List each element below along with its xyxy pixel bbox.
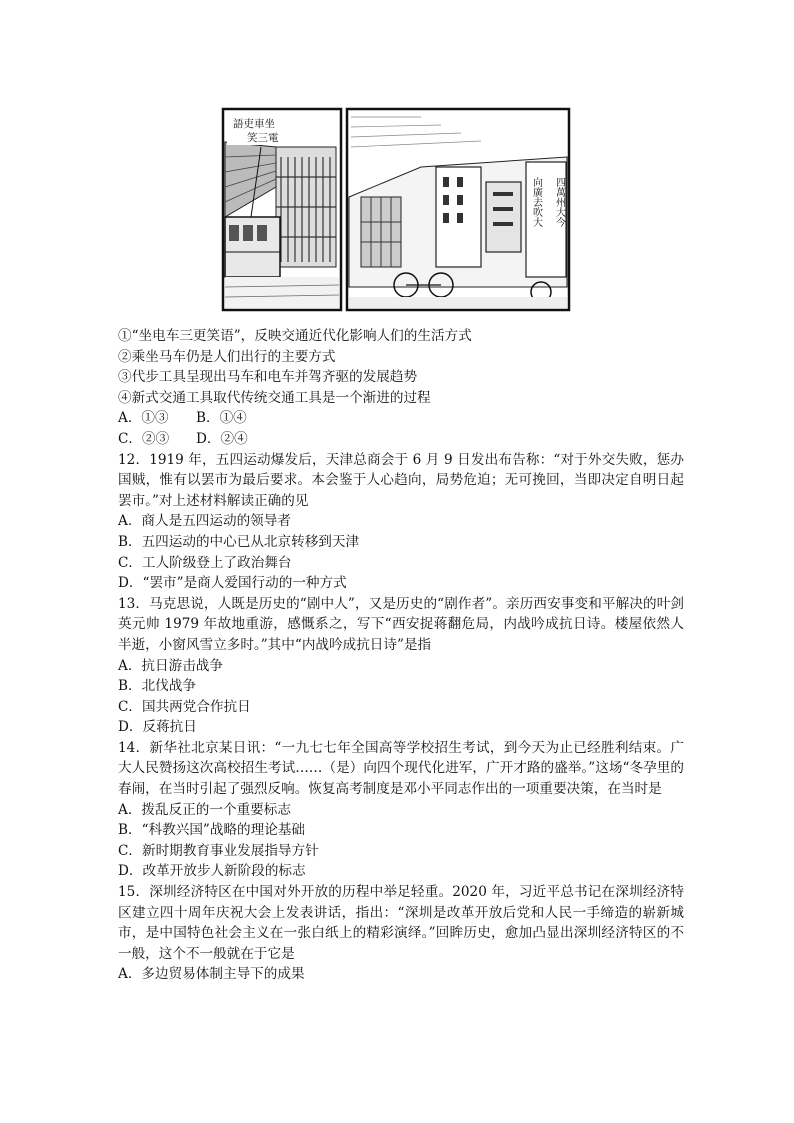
- q12-option-b[interactable]: B．五四运动的中心已从北京转移到天津: [118, 533, 360, 550]
- q11-statement-3: ③代步工具呈现出马车和电车并驾齐驱的发展趋势: [118, 369, 418, 386]
- q13-option-c[interactable]: C．国共两党合作抗日: [118, 698, 251, 715]
- left-caption-line1: 語吏車坐: [233, 118, 275, 130]
- q12-option-a[interactable]: A．商人是五四运动的领导者: [118, 513, 291, 530]
- exam-questions: [118, 326, 684, 985]
- q11-option-b[interactable]: B．①④: [196, 410, 247, 427]
- q11-option-a[interactable]: A．①③: [118, 410, 169, 427]
- right-panel-street-scene: [347, 109, 569, 310]
- q14-option-b[interactable]: B．“科教兴国”战略的理论基础: [118, 822, 306, 839]
- q12-option-c[interactable]: C．工人阶级登上了政治舞台: [118, 554, 292, 571]
- q14-option-c[interactable]: C．新时期教育事业发展指导方针: [118, 842, 319, 859]
- left-caption-line2: 笑三電: [247, 132, 279, 144]
- q11-option-c[interactable]: C．②③: [118, 430, 170, 447]
- q14-stem: 14．新华社北京某日讯：“一九七七年全国高等学校招生考试，到今天为止已经胜利结束。广大人民赞扬这次高校招生考试……（是）向四个现代化进军，广开才路的盛举。”这场“冬孕里的春闹，在当时引起了强烈反响。恢复高考制度是邓小平同志作出的一项重要决策，在当时是: [118, 739, 684, 798]
- poster-sign-2: 向廣去吹大: [530, 177, 542, 227]
- tram-era-illustration: [221, 107, 571, 312]
- q11-statement-2: ②乘坐马车仍是人们出行的主要方式: [118, 348, 336, 365]
- q13-option-b[interactable]: B．北伐战争: [118, 678, 196, 695]
- q12-stem: 12．1919 年，五四运动爆发后，天津总商会于 6 月 9 日发出布告称：“对于外交失败，惩办国贼，惟有以罢市为最后要求。本会鉴于人心趋向，局势危迫；无可挽回，当即决定自明日起罢市。”对上述材料解读正确的见: [118, 451, 684, 509]
- q14-option-d[interactable]: D．改革开放步人新阶段的标志: [118, 863, 306, 880]
- q12-option-d[interactable]: D．“罢市”是商人爱国行动的一种方式: [118, 575, 347, 592]
- q13-stem: 13．马克思说，人既是历史的“剧中人”，又是历史的“剧作者”。亲历西安事变和平解决的叶剑英元帅 1979 年故地重游，感慨系之，写下“西安捉蒋翻危局，内战吟成抗日诗。楼屋依然人半逝，小窗风雪立多时。”其中“内战吟成抗日诗”是指: [118, 595, 684, 653]
- q11-option-d[interactable]: D．②④: [196, 430, 248, 447]
- q11-option-row-2: [118, 429, 684, 450]
- poster-sign-1: 四萬州大今: [553, 177, 565, 227]
- q14-option-a[interactable]: A．拨乱反正的一个重要标志: [118, 801, 291, 818]
- q13-option-a[interactable]: A．抗日游击战争: [118, 657, 223, 674]
- q11-statement-4: ④新式交通工具取代传统交通工具是一个渐进的过程: [118, 389, 431, 406]
- q15-stem: 15．深圳经济特区在中国对外开放的历程中举足轻重。2020 年，习近平总书记在深圳经济特区建立四十周年庆祝大会上发表讲话，指出：“深圳是改革开放后党和人民一手缔造的崭新城市，是中国特色社会主义在一张白纸上的精彩演绎。”回眸历史，愈加凸显出深圳经济特区的不一般，这个不一般就在于它是: [118, 884, 684, 962]
- q11-statement-1: ①“坐电车三更笑语”，反映交通近代化影响人们的生活方式: [118, 328, 472, 344]
- q13-option-d[interactable]: D．反蒋抗日: [118, 719, 197, 736]
- q11-option-row-1: [118, 408, 684, 429]
- left-panel-street-scene: [223, 109, 341, 310]
- q15-option-a[interactable]: A．多边贸易体制主导下的成果: [118, 966, 305, 983]
